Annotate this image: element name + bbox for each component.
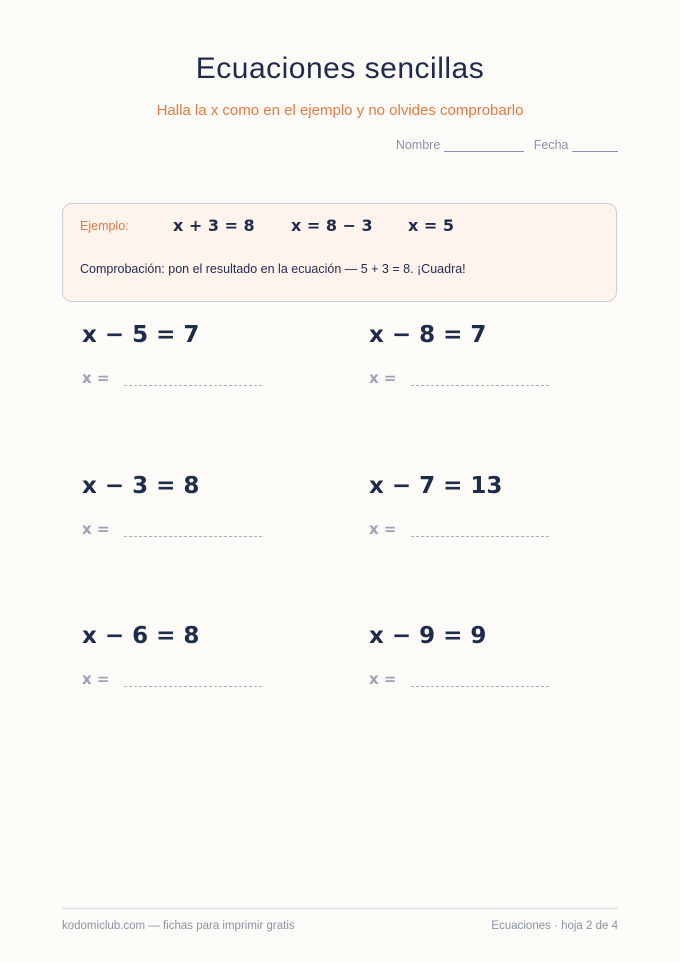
problem-item xyxy=(369,473,609,553)
name-label: Nombre xyxy=(395,138,441,152)
answer-label: x = xyxy=(369,369,397,387)
answer-label: x = xyxy=(82,670,110,688)
name-field[interactable] xyxy=(396,138,524,152)
equation: x − 9 = 9 xyxy=(369,623,487,649)
date-label: Fecha xyxy=(533,138,569,152)
footer-divider xyxy=(62,908,618,909)
problem-item xyxy=(82,623,322,703)
example-label: Ejemplo: xyxy=(80,219,129,233)
answer-blank[interactable] xyxy=(124,536,262,537)
example-step: x = 8 − 3 xyxy=(291,216,373,235)
problem-item xyxy=(369,322,609,402)
footer-site: kodomiclub.com — fichas para imprimir gratis xyxy=(62,920,295,932)
equation: x − 5 = 7 xyxy=(82,322,200,348)
answer-label: x = xyxy=(82,369,110,387)
answer-blank[interactable] xyxy=(124,686,262,687)
problem-item xyxy=(82,473,322,553)
equation: x − 3 = 8 xyxy=(82,473,200,499)
date-field[interactable] xyxy=(534,138,618,152)
answer-label: x = xyxy=(82,520,110,538)
footer-page-info: Ecuaciones · hoja 2 de 4 xyxy=(491,920,618,932)
equation: x − 7 = 13 xyxy=(369,473,503,499)
example-step: x = 5 xyxy=(408,216,454,235)
problem-item xyxy=(82,322,322,402)
example-step: x + 3 = 8 xyxy=(173,216,255,235)
page-title: Ecuaciones sencillas xyxy=(195,52,485,85)
name-date-fields xyxy=(396,138,618,152)
equation: x − 6 = 8 xyxy=(82,623,200,649)
answer-blank[interactable] xyxy=(124,385,262,386)
answer-blank[interactable] xyxy=(411,385,549,386)
example-check: Comprobación: pon el resultado en la ecuación — 5 + 3 = 8. ¡Cuadra! xyxy=(80,262,466,276)
answer-label: x = xyxy=(369,670,397,688)
equation: x − 8 = 7 xyxy=(369,322,487,348)
answer-blank[interactable] xyxy=(411,686,549,687)
page-subtitle: Halla la x como en el ejemplo y no olvides comprobarlo xyxy=(156,102,524,119)
name-blank-line xyxy=(444,139,524,152)
problem-item xyxy=(369,623,609,703)
example-box xyxy=(62,203,617,302)
date-blank-line xyxy=(572,139,618,152)
answer-label: x = xyxy=(369,520,397,538)
answer-blank[interactable] xyxy=(411,536,549,537)
